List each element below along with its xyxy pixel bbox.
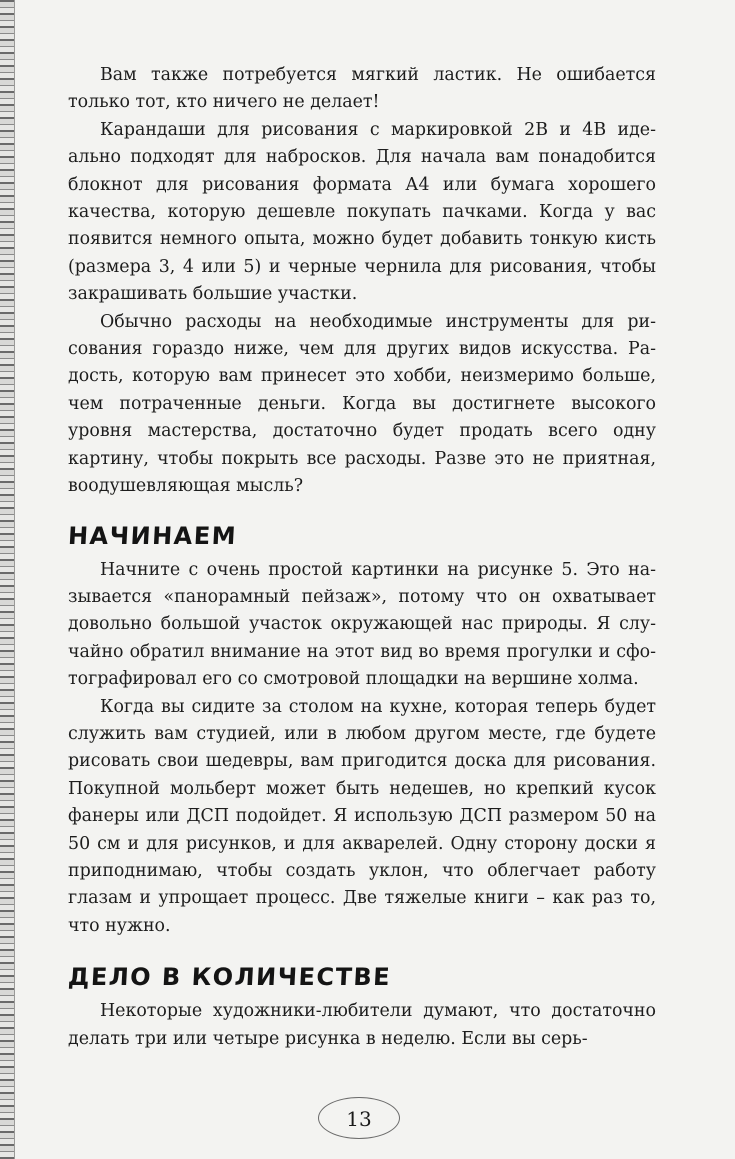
section-heading-start: НАЧИНАЕМ: [67, 521, 238, 550]
intro-paragraph-1: Вам также потребуется мягкий ластик. Не ошибается только тот, кто ничего не делает!: [68, 65, 656, 113]
section1-paragraph-2: Когда вы сидите за столом на кухне, которая теперь будет служить вам студией, или в любом другом месте, где будете рисовать свои шедевры, вам пригодится доска для рисования. Покупной мольберт может быть недешев, но крепкий кусок фанеры или ДСП подойдет. Я использую ДСП размером 50 на 50 см и для рисунков, и для акварелей. Одну сторону доски я приподнимаю, чтобы создать уклон, что облегчает работу глазам и упрощает процесс. Две тяжелые книги – как раз то, что нужно.: [68, 696, 656, 936]
section1-paragraph-1: Начните с очень простой картинки на рисунке 5. Это называется «панорамный пейзаж», потому что он охватывает довольно большой участок окружающей нас природы. Я случайно обратил внимание на этот вид во время прогулки и сфотографировал его со смотровой площадки на вершине холма.: [68, 559, 656, 690]
section-heading-quantity: ДЕЛО В КОЛИЧЕСТВЕ: [67, 963, 392, 992]
intro-paragraph-2: Карандаши для рисования с маркировкой 2В и 4В идеально подходят для набросков. Для начала вам понадобится блокнот для рисования формата А4 или бумага хорошего качества, которую дешевле покупать пачками. Когда у вас появится немного опыта, можно будет добавить тонкую кисть (размера 3, 4 или 5) и черные чернила для рисования, чтобы закрашивать большие участки.: [68, 119, 656, 305]
page-number: 13: [318, 1097, 400, 1139]
intro-paragraph-3: Обычно расходы на необходимые инструменты для рисования гораздо ниже, чем для других видов искусства. Радость, которую вам принесет это хобби, неизмеримо больше, чем потраченные деньги. Когда вы достигнете высокого уровня мастерства, достаточно будет продать всего одну картину, чтобы покрыть все расходы. Разве это не приятная, воодушевляющая мысль?: [68, 311, 656, 497]
book-binding-edge: [0, 0, 15, 1159]
section2-paragraph-1: Некоторые художники-любители думают, что достаточно делать три или четыре рисунка в неделю. Если вы серь-: [68, 1001, 656, 1049]
page-text-block: [68, 62, 656, 1053]
